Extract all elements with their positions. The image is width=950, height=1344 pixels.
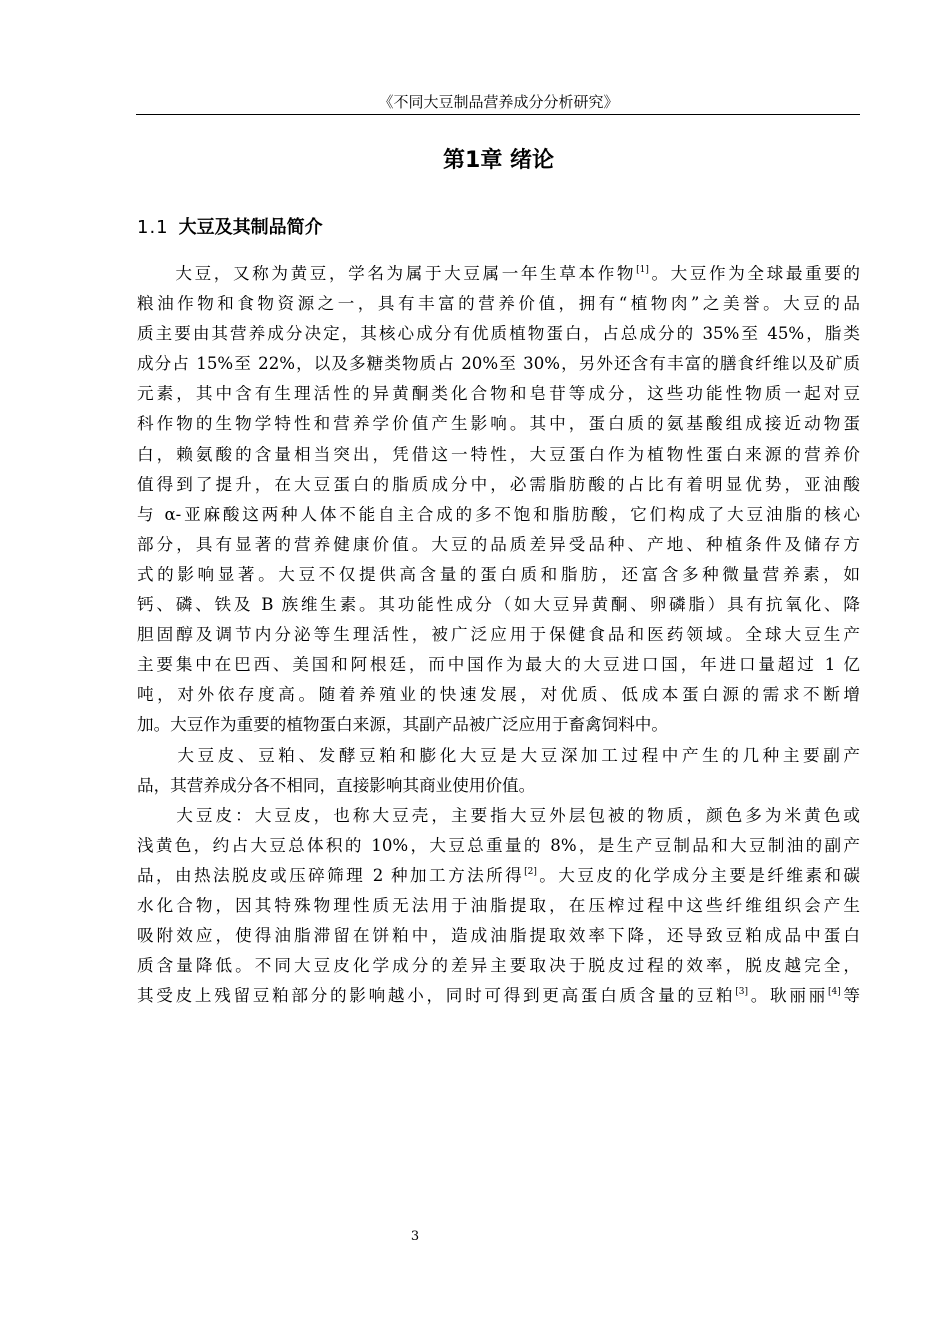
section-number: 1.1 — [137, 217, 169, 238]
text-line: 主要集中在巴西、美国和阿根廷，而中国作为最大的大豆进口国，年进口量超过 1 亿 — [137, 655, 860, 675]
text-line: 值得到了提升，在大豆蛋白的脂质成分中，必需脂肪酸的占比有着明显优势，亚油酸 — [137, 474, 860, 494]
citation-ref: [2] — [524, 866, 537, 877]
text-line: 白，赖氨酸的含量相当突出，凭借这一特性，大豆蛋白作为植物性蛋白来源的营养价 — [137, 444, 860, 464]
citation-ref: [4] — [827, 987, 841, 998]
text-line: 与 α-亚麻酸这两种人体不能自主合成的多不饱和脂肪酸，它们构成了大豆油脂的核心 — [137, 504, 860, 524]
text-line: 品，由热法脱皮或压碎筛理 2 种加工方法所得[2]。大豆皮的化学成分主要是纤维素和碳 — [137, 865, 861, 885]
section-heading — [137, 216, 323, 240]
paragraph — [137, 801, 860, 1012]
citation-ref: [3] — [735, 987, 749, 998]
text-line: 科作物的生物学特性和营养学价值产生影响。其中，蛋白质的氨基酸组成接近动物蛋 — [137, 414, 860, 434]
text-line: 品，其营养成分各不相同，直接影响其商业使用价值。 — [137, 775, 536, 795]
paragraph — [137, 741, 860, 801]
text-line: 吸附效应，使得油脂滞留在饼粕中，造成油脂提取效率下降，还导致豆粕成品中蛋白 — [137, 926, 860, 946]
paragraph — [137, 259, 860, 741]
text-line: 粮油作物和食物资源之一，具有丰富的营养价值，拥有“植物肉”之美誉。大豆的品 — [137, 294, 860, 314]
text-line: 钙、磷、铁及 B 族维生素。其功能性成分（如大豆异黄酮、卵磷脂）具有抗氧化、降 — [137, 595, 860, 615]
text-line: 加。大豆作为重要的植物蛋白来源，其副产品被广泛应用于畜禽饲料中。 — [137, 715, 668, 735]
text-line: 水化合物，因其特殊物理性质无法用于油脂提取，在压榨过程中这些纤维组织会产生 — [137, 895, 860, 915]
text-line: 其受皮上残留豆粕部分的影响越小，同时可得到更高蛋白质含量的豆粕[3]。耿丽丽[4]等 — [137, 986, 861, 1006]
text-line: 大豆，又称为黄豆，学名为属于大豆属一年生草本作物[1]。大豆作为全球最重要的 — [137, 264, 860, 283]
text-line: 式的影响显著。大豆不仅提供高含量的蛋白质和脂肪，还富含多种微量营养素，如 — [137, 564, 860, 584]
text-line: 胆固醇及调节内分泌等生理活性，被广泛应用于保健食品和医药领域。全球大豆生产 — [137, 625, 860, 645]
text-line: 部分，具有显著的营养健康价值。大豆的品质差异受品种、产地、种植条件及储存方 — [137, 534, 860, 554]
text-line: 成分占 15%至 22%，以及多糖类物质占 20%至 30%，另外还含有丰富的膳食纤维以及矿质 — [137, 354, 860, 374]
text-line: 大豆皮：大豆皮，也称大豆壳，主要指大豆外层包被的物质，颜色多为米黄色或 — [137, 805, 860, 825]
text-line: 质主要由其营养成分决定，其核心成分有优质植物蛋白，占总成分的 35%至 45%，脂类 — [137, 324, 860, 344]
text-line: 吨，对外依存度高。随着养殖业的快速发展，对优质、低成本蛋白源的需求不断增 — [137, 685, 860, 705]
chapter-title: 第1章 绪论 — [443, 148, 554, 173]
page-number: 3 — [410, 1229, 420, 1244]
text-line: 元素，其中含有生理活性的异黄酮类化合物和皂苷等成分，这些功能性物质一起对豆 — [137, 384, 860, 404]
text-line: 浅黄色，约占大豆总体积的 10%，大豆总重量的 8%，是生产豆制品和大豆制油的副产 — [137, 835, 860, 855]
section-title-text: 大豆及其制品简介 — [178, 217, 323, 238]
header-rule — [136, 114, 860, 115]
running-header: 《不同大豆制品营养成分分析研究》 — [378, 93, 619, 111]
citation-ref: [1] — [636, 265, 649, 275]
body-text — [137, 259, 860, 1011]
text-line: 质含量降低。不同大豆皮化学成分的差异主要取决于脱皮过程的效率，脱皮越完全， — [137, 956, 860, 976]
text-line: 大豆皮、豆粕、发酵豆粕和膨化大豆是大豆深加工过程中产生的几种主要副产 — [137, 745, 860, 765]
